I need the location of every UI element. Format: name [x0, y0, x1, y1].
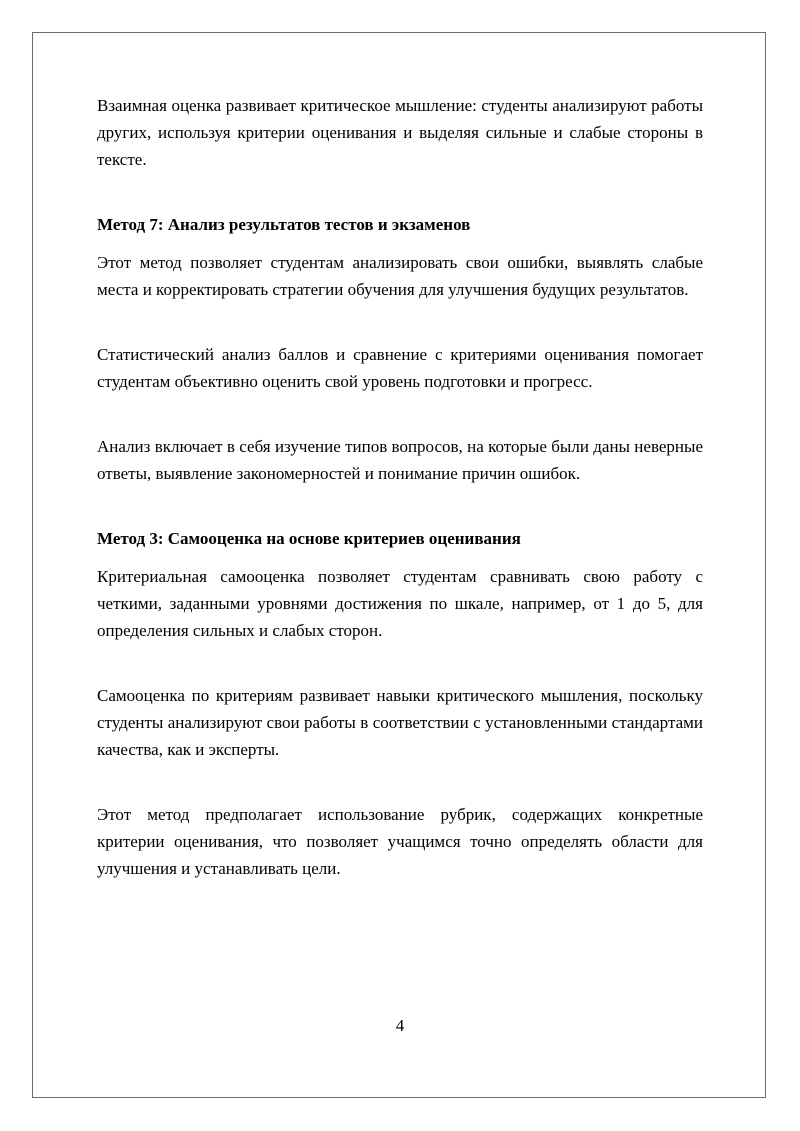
paragraph-rubrics: Этот метод предполагает использование рубрик, содержащих конкретные критерии оценивания, что позволяет учащимся точно определять области для улучшения и устанавливать цели. — [97, 805, 703, 878]
paragraph-question-types: Анализ включает в себя изучение типов вопросов, на которые были даны неверные ответы, выявление закономерностей и понимание причин ошибок. — [97, 437, 703, 483]
paragraph-critical-thinking: Самооценка по критериям развивает навыки критического мышления, поскольку студенты анализируют свои работы в соответствии с установленными стандартами качества, как и эксперты. — [97, 686, 703, 759]
page-number: 4 — [395, 1016, 405, 1035]
heading-method-3: Метод 3: Самооценка на основе критериев оценивания — [97, 529, 521, 548]
paragraph-peer-assessment: Взаимная оценка развивает критическое мышление: студенты анализируют работы других, используя критерии оценивания и выделяя сильные и слабые стороны в тексте. — [97, 96, 703, 169]
paragraph-test-analysis: Этот метод позволяет студентам анализировать свои ошибки, выявлять слабые места и корректировать стратегии обучения для улучшения будущих результатов. — [97, 253, 703, 299]
heading-method-7: Метод 7: Анализ результатов тестов и экзаменов — [97, 215, 471, 234]
document-body — [97, 92, 703, 882]
paragraph-statistical-analysis: Статистический анализ баллов и сравнение с критериями оценивания помогает студентам объективно оценить свой уровень подготовки и прогресс. — [97, 345, 703, 391]
paragraph-criterial-self-assessment: Критериальная самооценка позволяет студентам сравнивать свою работу с четкими, заданными уровнями достижения по шкале, например, от 1 до 5, для определения сильных и слабых сторон. — [97, 567, 703, 640]
